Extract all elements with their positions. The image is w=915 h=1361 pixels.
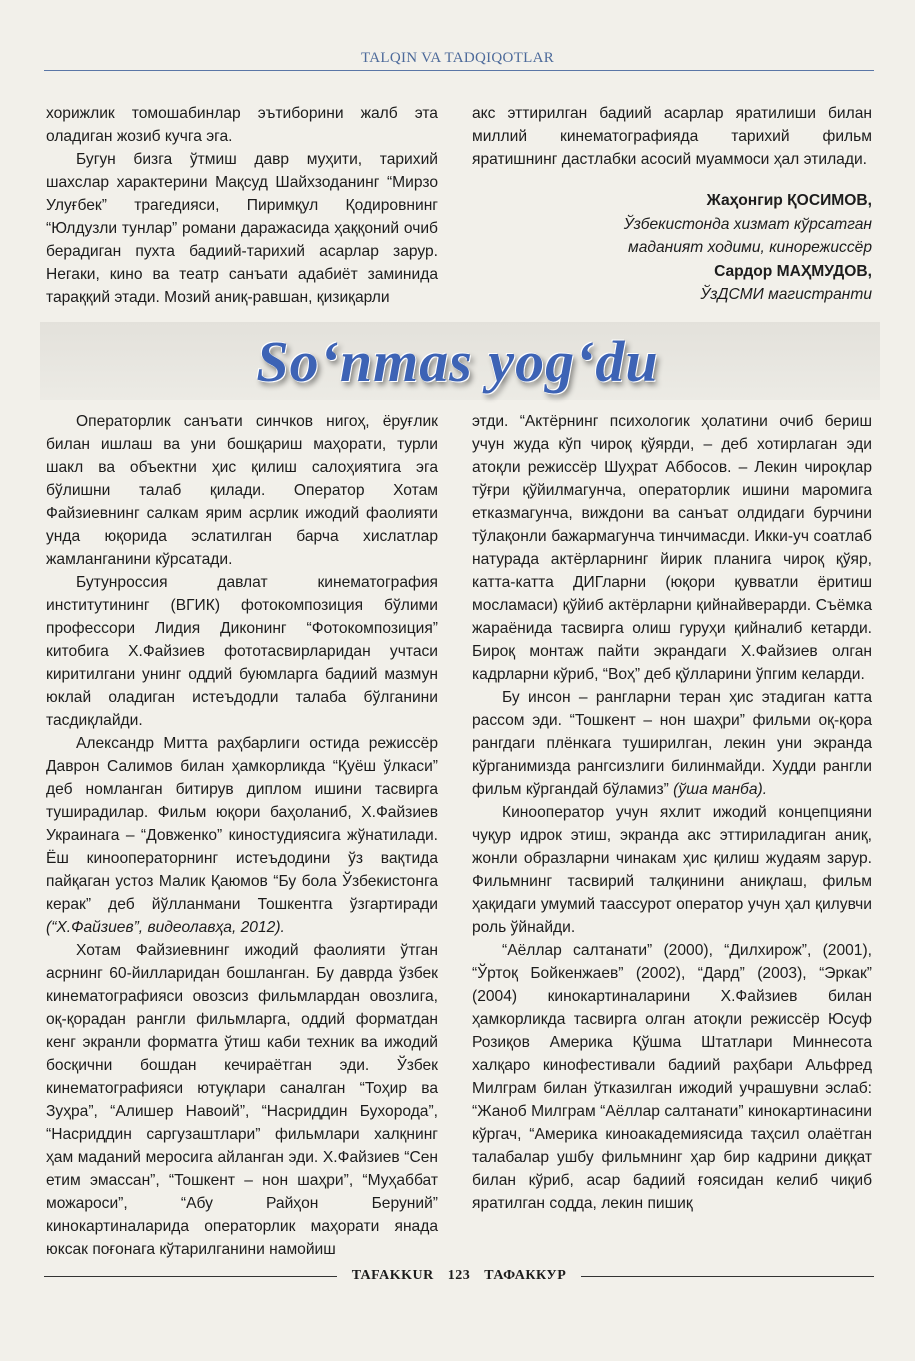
author-role: Ўзбекистонда хизмат кўрсатган (623, 215, 872, 233)
page-number: 123 (447, 1268, 471, 1283)
author-role: маданият ходими, кинорежиссёр (628, 239, 872, 256)
paragraph-text: Бу инсон – рангларни теран ҳис этадиган катта рассом эди. “Тошкент – нон шаҳри” фильми оқ-қора рангдаги плёнкага туширилган, лекин уни экранда кўрганимизда рангсизлиги билинмайди. Худди рангли фильм кўргандай бўламиз” (472, 689, 872, 798)
paragraph (472, 686, 872, 801)
author-name: Сардор МАҲМУДОВ, (714, 262, 872, 280)
paragraph: хорижлик томошабинлар эътиборини жалб эта оладиган жозиб кучга эга. (46, 105, 438, 145)
running-header: TALQIN VA TADQIQOTLAR (360, 50, 555, 66)
intro-column-left (46, 102, 438, 309)
page-footer (44, 1266, 874, 1286)
body-column-right (472, 410, 872, 1215)
intro-column-right (472, 102, 872, 307)
article-title: So‘nmas yog‘du (256, 329, 659, 394)
body-column-left (46, 410, 438, 1261)
paragraph: этди. “Актёрнинг психологик ҳолатини очиб бериш учун жуда кўп чироқ қўярди, – деб хотирлаган эди атоқли режиссёр Шуҳрат Аббосов. – Лекин чироқлар тўғри қўйилмагунча, операторлик ишини маромига етказмагунча, виждони ва санъат олдидаги бурчини тўлақонли бажармагунча тинчимасди. Икки-уч соатлаб натурада актёрларнинг йирик планига чироқ қўяр, катта-катта ДИГларни (юқори қувватли ёритиш мосламаси) қўйиб актёрларни қийнайверарди. Съёмка жараёнида тасвирга олиш гуруҳи қийналиб кетарди. Бироқ монтаж пайти экрандаги Х.Файзиев олган кадрларни кўриб, “Воҳ” деб қўлларини ўпгим келарди. (472, 413, 872, 683)
paragraph: Бутунроссия давлат кинематография институтининг (ВГИК) фотокомпозиция бўлими профессори Лидия Диконинг “Фотокомпозиция” китобига Х.Файзиев фототасвирларидан учтаси киритилгани унинг оддий буюмларга бадиий мазмун юклай оладиган истеъдодли талаба бўлганини тасдиқлайди. (46, 574, 438, 729)
paragraph: акс эттирилган бадиий асарлар яратилиши билан миллий кинематографияда тарихий фильм яратишнинг дастлабки асосий муаммоси ҳал этилади. (472, 105, 872, 168)
paragraph: Кинооператор учун яхлит ижодий концепцияни чуқур идрок этиш, экранда акс эттириладиган аниқ, жонли образларни чинакам ҳис қилиш жудаям зарур. Фильмнинг тасвирий талқинини аниқлаш, фильм ҳақидаги умумий таассурот оператор учун ҳал қилувчи роль ўйнайди. (472, 804, 872, 936)
author-role: ЎзДСМИ магистранти (700, 286, 872, 303)
paragraph: Хотам Файзиевнинг ижодий фаолияти ўтган асрнинг 60-йилларидан бошланган. Бу даврда ўзбек кинематографияси овозсиз фильмлардан овозлига, оқ-қорадан рангли фильмларга, оддий форматдан кенг экранли форматга ўтиш каби техник ва ижодий босқични бошдан кечираётган эди. Ўзбек кинематографияси ютуқлари саналган “Тоҳир ва Зуҳра”, “Алишер Навоий”, “Насриддин Бухорода”, “Насриддин саргузаштлари” фильмлари халқнинг ҳам маданий меросига айланган эди. Х.Файзиев “Сен етим эмассан”, “Тошкент – нон шаҳри”, “Муҳаббат можароси”, “Абу Райҳон Беруний” кинокартиналарида операторлик маҳорати янада юксак поғонага кўтарилганини намойиш (46, 942, 438, 1258)
author-signature (472, 189, 872, 307)
paragraph (46, 732, 438, 939)
author-name: Жаҳонгир ҚОСИМОВ, (706, 192, 872, 209)
footer-rule-left (44, 1276, 337, 1277)
paragraph: “Аёллар салтанати” (2000), “Дилхирож”, (2001), “Ўртоқ Бойкенжаев” (2002), “Дард” (2003), “Эркак” (2004) кинокартиналарини Х.Файзиев билан ҳамкорликда тасвирга олган атоқли режиссёр Юсуф Розиқов Америка Қўшма Штатлари Миннесота халқаро кинофестивали бадиий раҳбари Альфред Милграм билан ўтказилган ижодий учрашувни эслаб: “Жаноб Милграм “Аёллар салтанати” кинокартинасини кўргач, “Америка киноакадемиясида таҳсил олаётган талабалар ушбу фильмнинг ҳар бир кадрини диққат билан кўриб, асар бадиий ғоясидан келиб чиқиб яратилган содда, лекин пишиқ (472, 942, 872, 1212)
paragraph: Бугун бизга ўтмиш давр муҳити, тарихий шахслар характерини Мақсуд Шайхзоданинг “Мирзо Улуғбек” трагедияси, Пиримқул Қодировнинг “Юлдузли тунлар” романи даражасида ҳаққоний очиб берадиган пухта бадиий-тарихий асарлар зарур. Негаки, кино ва театр санъати адабиёт заминида тараққий этади. Мозий аниқ-равшан, қизиқарли (46, 151, 438, 306)
paragraph: Операторлик санъати синчков нигоҳ, ёруғлик билан ишлаш ва уни бошқариш маҳорати, турли шакл ва объектни ҳис қилиш салоҳиятига эга бўлишни талаб қилади. Оператор Хотам Файзиевнинг салкам ярим асрлик ижодий фаолияти унда юқорида эслатилган барча хислатлар жамланганини кўрсатади. (46, 413, 438, 568)
citation: (ўша манба). (673, 781, 768, 798)
header-divider (44, 70, 874, 71)
footer-magazine-latin: TAFAKKUR (351, 1268, 434, 1283)
footer-rule-right (581, 1276, 874, 1277)
citation: (“Х.Файзиев”, видеолавҳа, 2012). (46, 919, 285, 936)
footer-magazine-cyrillic: ТАФАККУР (484, 1268, 567, 1283)
footer-text (337, 1268, 582, 1284)
paragraph-text: Александр Митта раҳбарлиги остида режиссёр Даврон Салимов билан ҳамкорликда “Қуёш ўлкаси” деб номланган битирув диплом ишини тасвирга туширадилар. Фильм юқори баҳоланиб, Х.Файзиев Украинага – “Довженко” киностудиясига жўнатилади. Ёш кинооператорнинг истеъдодини ўз вақтида пайқаган устоз Малик Қаюмов “Бу бола Ўзбекистонга керак” деб йўлланмани Тошкентга ўзгартиради (46, 735, 438, 913)
